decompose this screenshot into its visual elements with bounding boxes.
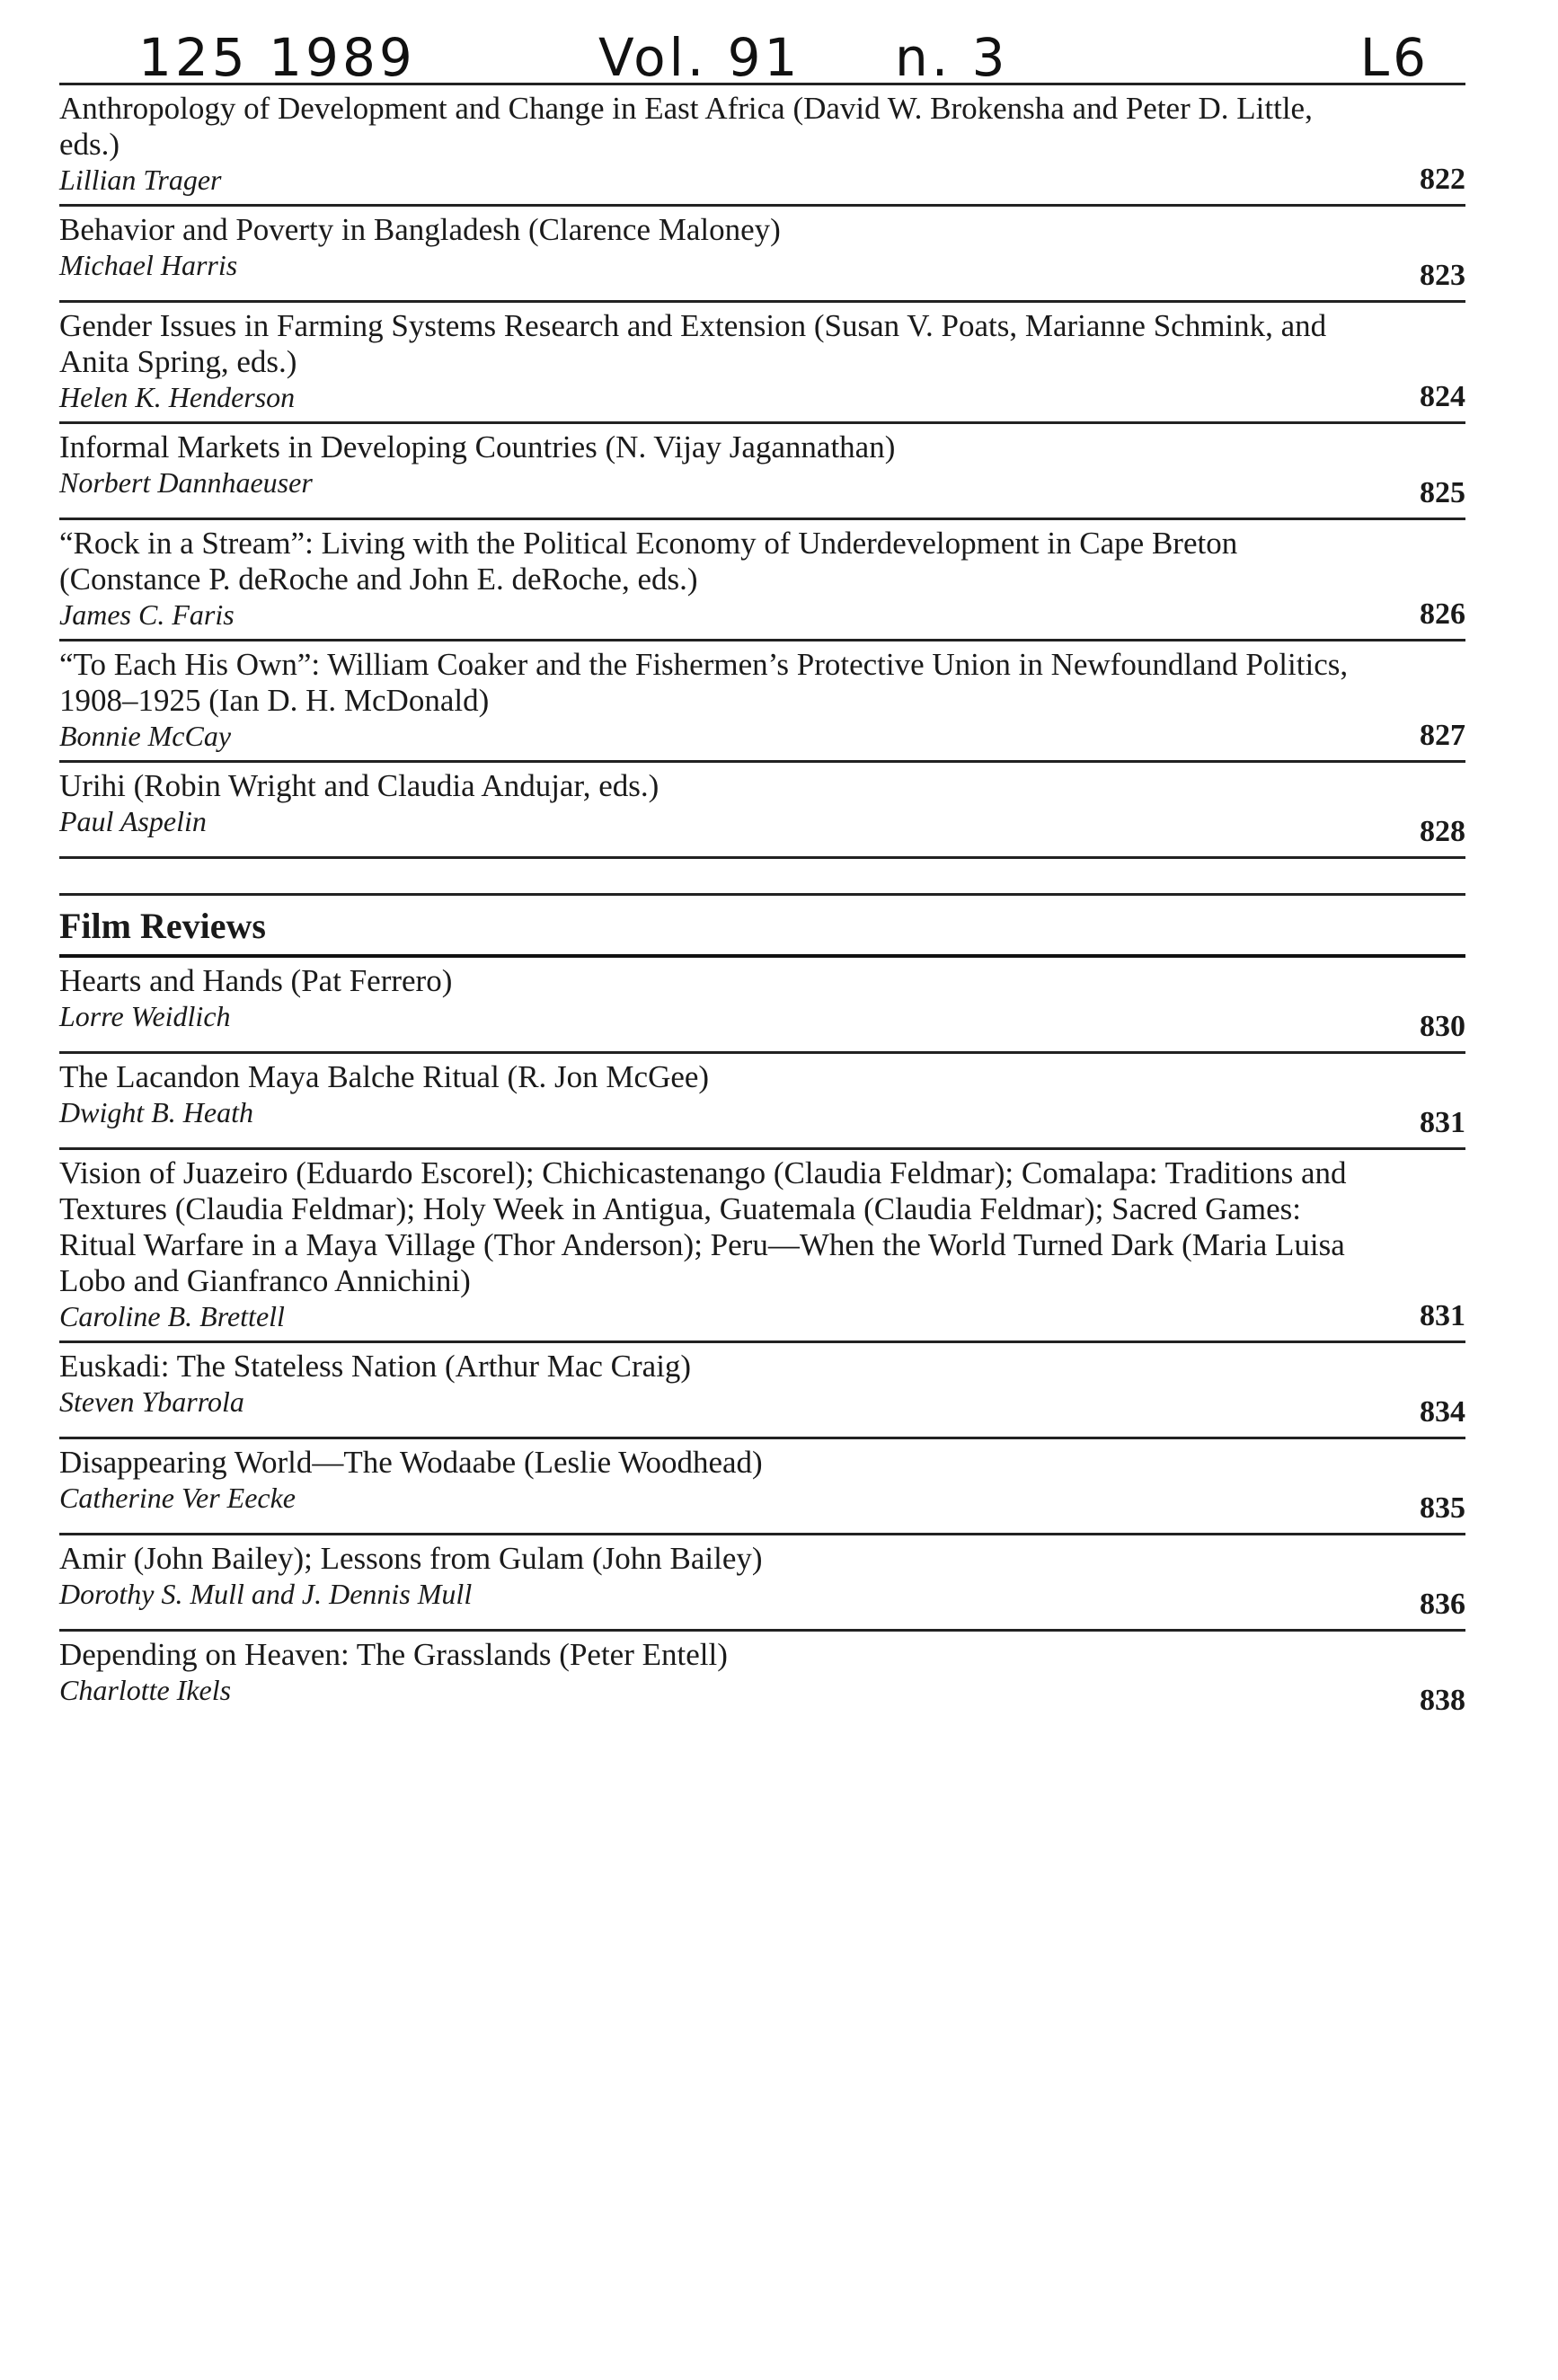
entry-title: Amir (John Bailey); Lessons from Gulam (John Bailey) (59, 1541, 763, 1576)
entry-title: Behavior and Poverty in Bangladesh (Clarence Maloney) (59, 212, 781, 247)
entry-title: “Rock in a Stream”: Living with the Political Economy of Underdevelopment in Cape Breton (Constance P. deRoche and John E. deRoche, eds.) (59, 526, 1238, 597)
toc-entry (59, 303, 1465, 424)
entry-reviewer: Caroline B. Brettell (59, 1300, 285, 1332)
section-divider (59, 859, 1465, 896)
entry-title: Euskadi: The Stateless Nation (Arthur Mac Craig) (59, 1349, 692, 1384)
entry-title: Depending on Heaven: The Grasslands (Peter Entell) (59, 1637, 728, 1672)
handwritten-number: n. 3 (895, 27, 1009, 88)
entry-reviewer: Lorre Weidlich (59, 1000, 231, 1032)
entry-reviewer: Helen K. Henderson (59, 381, 296, 413)
entry-reviewer: James C. Faris (59, 598, 235, 631)
entry-title: Gender Issues in Farming Systems Research and Extension (Susan V. Poats, Marianne Schmink, and Anita Spring, eds.) (59, 308, 1327, 379)
toc-entry (59, 1054, 1465, 1150)
entry-reviewer: Michael Harris (59, 249, 238, 281)
entry-title: The Lacandon Maya Balche Ritual (R. Jon McGee) (59, 1059, 710, 1094)
entry-reviewer: Dorothy S. Mull and J. Dennis Mull (59, 1578, 473, 1610)
entry-reviewer: Dwight B. Heath (59, 1096, 253, 1128)
entry-page-number: 838 (1420, 1684, 1465, 1717)
book-reviews-list (59, 85, 1465, 859)
toc-entry (59, 1150, 1465, 1343)
entry-title: Anthropology of Development and Change in East Africa (David W. Brokensha and Peter D. Little, eds.) (59, 91, 1313, 162)
entry-page-number: 825 (1420, 476, 1465, 509)
entry-page-number: 823 (1420, 259, 1465, 292)
entry-page-number: 828 (1420, 815, 1465, 848)
toc-entry (59, 958, 1465, 1054)
entry-title: Vision of Juazeiro (Eduardo Escorel); Chichicastenango (Claudia Feldmar); Comalapa: Traditions and Textures (Claudia Feldmar); Holy Week in Antigua, Guatemala (Claudia Feldmar); Sacred Games: Ritual Warfare in a Maya Village (Thor Anderson); Peru—When the World Turned Dark (Maria Luisa Lobo and Gianfranco Annichini) (59, 1155, 1347, 1298)
entry-page-number: 824 (1420, 380, 1465, 413)
toc-entry (59, 1343, 1465, 1439)
entry-title: “To Each His Own”: William Coaker and the Fishermen’s Protective Union in Newfoundland Politics, 1908–1925 (Ian D. H. McDonald) (59, 647, 1349, 718)
toc-entry (59, 1439, 1465, 1535)
toc-entry (59, 1632, 1465, 1725)
toc-entry (59, 520, 1465, 641)
entry-page-number: 827 (1420, 719, 1465, 752)
toc-entry (59, 424, 1465, 520)
entry-reviewer: Steven Ybarrola (59, 1385, 244, 1418)
film-reviews-list (59, 958, 1465, 1725)
entry-reviewer: Catherine Ver Eecke (59, 1482, 296, 1514)
toc-entry (59, 1535, 1465, 1632)
handwritten-annotation (59, 27, 1465, 88)
entry-page-number: 835 (1420, 1491, 1465, 1525)
handwritten-ref: 125 1989 (138, 27, 416, 88)
entry-page-number: 834 (1420, 1395, 1465, 1429)
entry-page-number: 822 (1420, 163, 1465, 196)
entry-page-number: 836 (1420, 1588, 1465, 1621)
entry-page-number: 831 (1420, 1106, 1465, 1139)
toc-entry (59, 641, 1465, 763)
entry-page-number: 831 (1420, 1299, 1465, 1332)
entry-reviewer: Bonnie McCay (59, 720, 232, 752)
handwritten-code: L6 (1359, 27, 1430, 88)
entry-reviewer: Lillian Trager (59, 164, 222, 196)
entry-reviewer: Norbert Dannhaeuser (59, 466, 313, 499)
toc-entry (59, 85, 1465, 207)
entry-title: Urihi (Robin Wright and Claudia Andujar, eds.) (59, 768, 659, 803)
handwritten-volume: Vol. 91 (598, 27, 801, 88)
toc-entry (59, 207, 1465, 303)
entry-page-number: 830 (1420, 1010, 1465, 1043)
entry-title: Disappearing World—The Wodaabe (Leslie Woodhead) (59, 1445, 763, 1480)
toc-entry (59, 763, 1465, 859)
entry-page-number: 826 (1420, 597, 1465, 631)
contents-page (59, 27, 1465, 1725)
entry-title: Informal Markets in Developing Countries (N. Vijay Jagannathan) (59, 429, 896, 464)
entry-reviewer: Paul Aspelin (59, 805, 207, 837)
entry-title: Hearts and Hands (Pat Ferrero) (59, 963, 453, 998)
entry-reviewer: Charlotte Ikels (59, 1674, 232, 1706)
film-reviews-heading: Film Reviews (59, 896, 1465, 958)
